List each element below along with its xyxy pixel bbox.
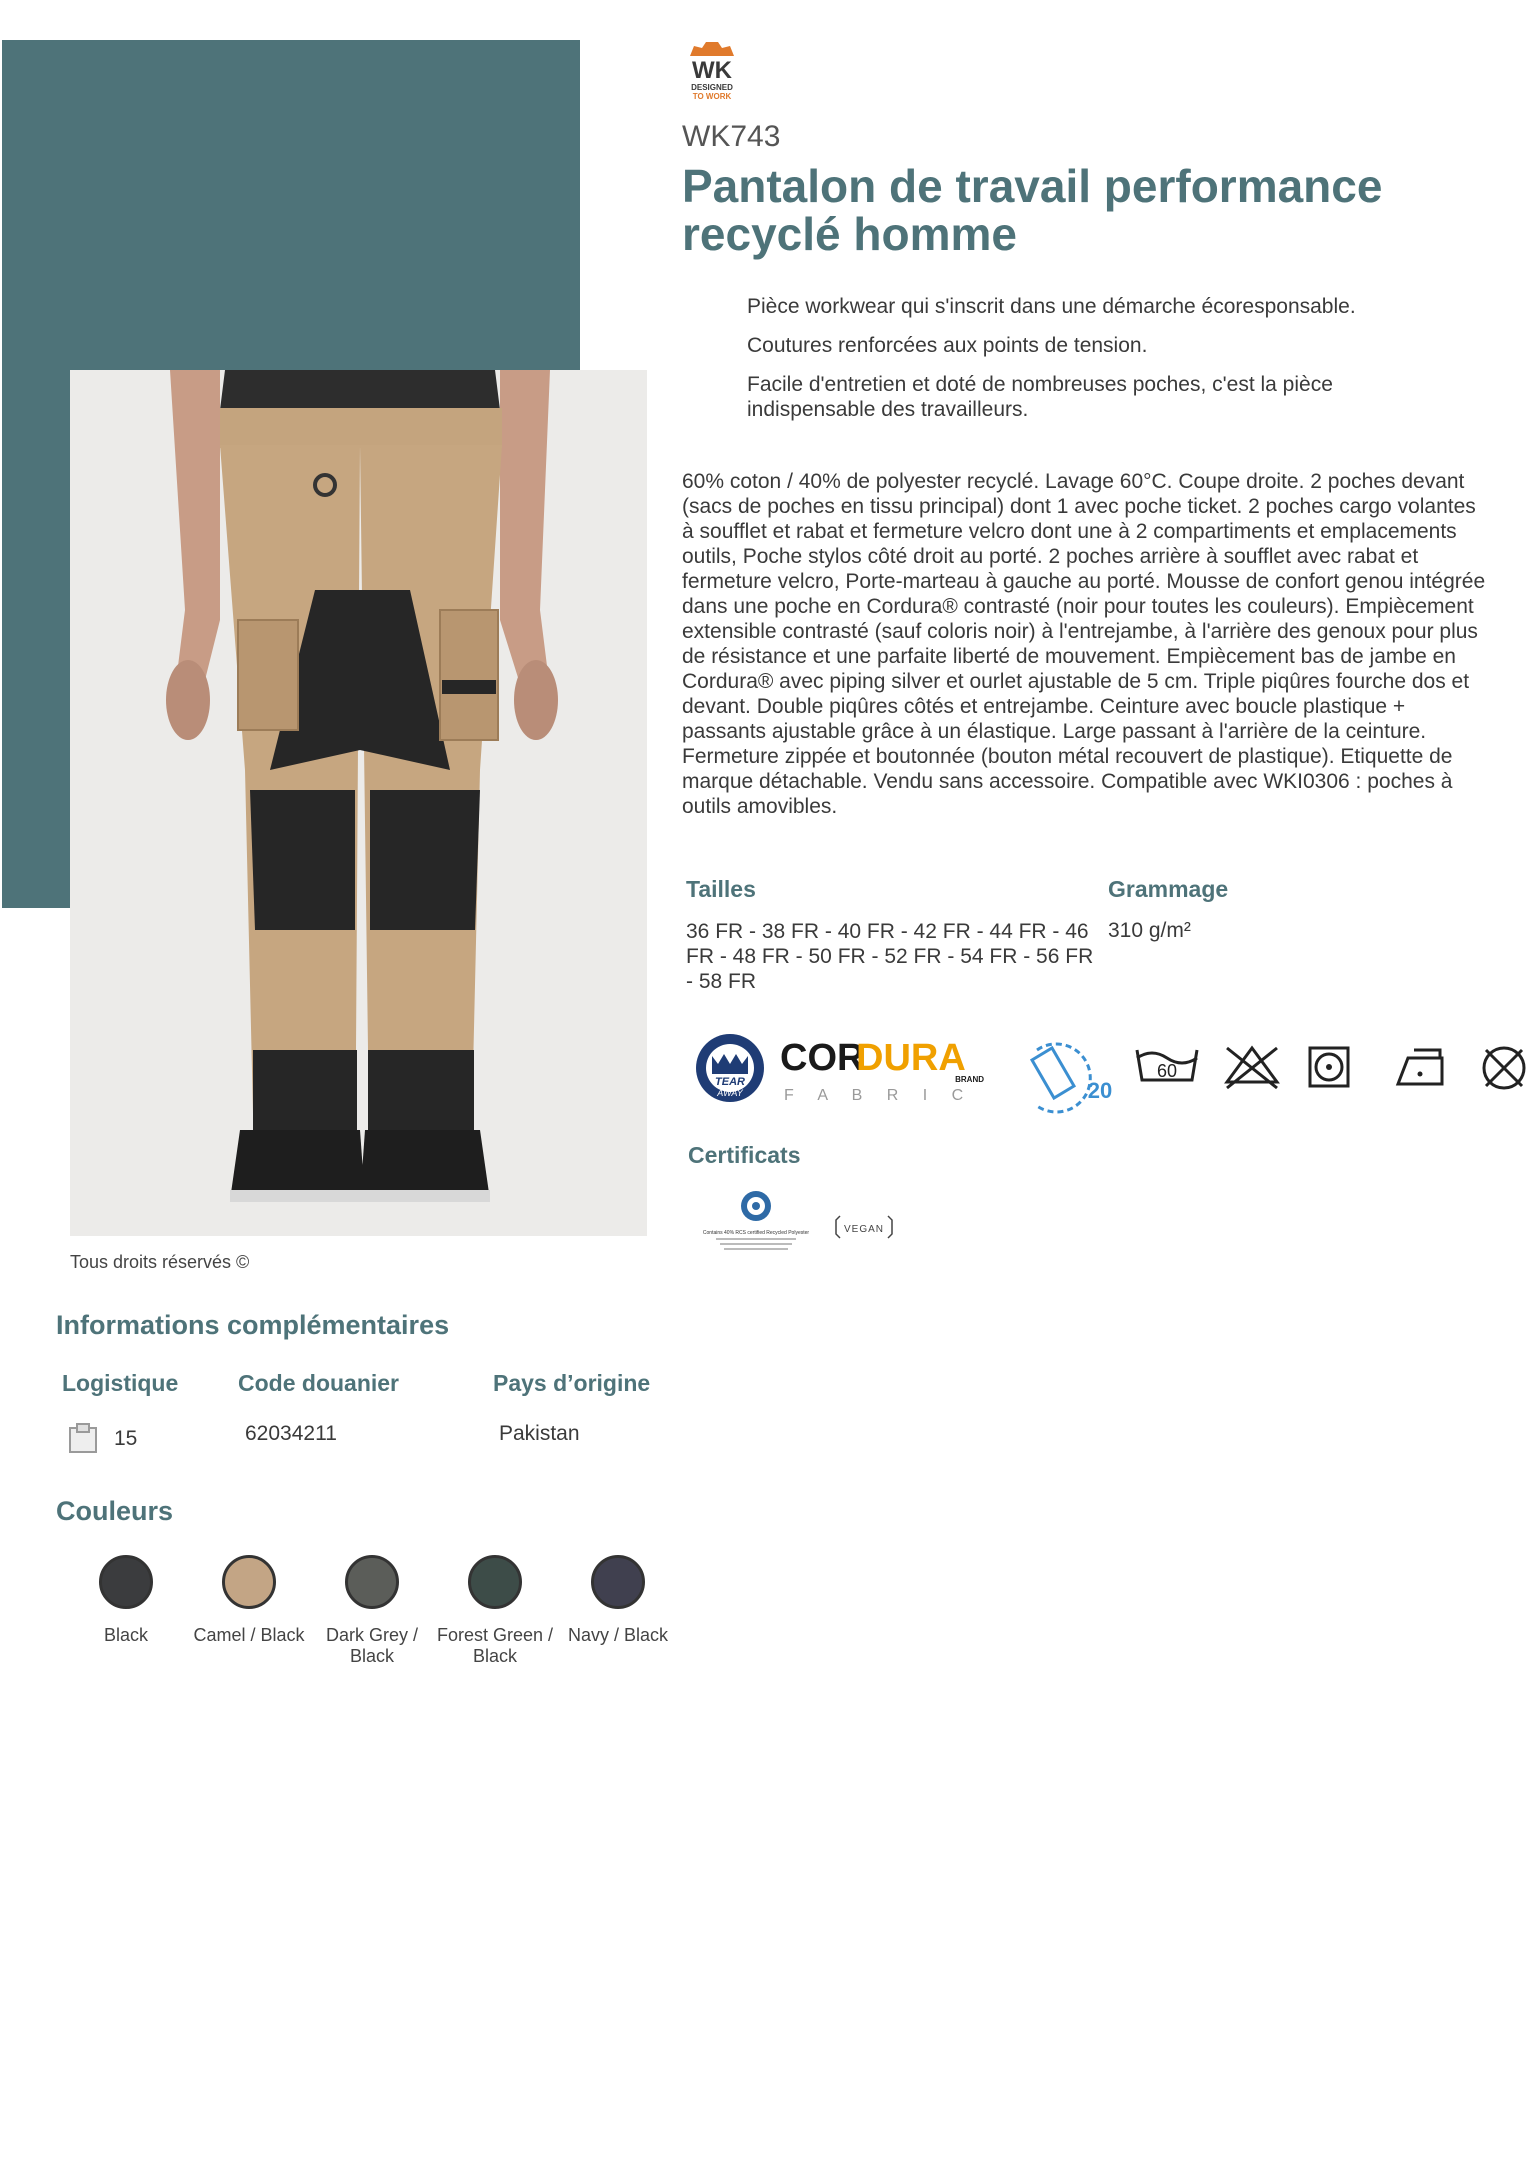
- highlight-item: Coutures renforcées aux points de tension.: [747, 334, 1148, 357]
- customs-code-label: Code douanier: [238, 1370, 400, 1396]
- logistics-label: Logistique: [62, 1370, 179, 1396]
- color-swatch-navy-black[interactable]: [558, 1555, 678, 1646]
- svg-text:20: 20: [1087, 1078, 1113, 1103]
- weight-label: Grammage: [1108, 876, 1229, 902]
- svg-text:WK: WK: [692, 57, 732, 84]
- color-label: Camel / Black: [193, 1625, 305, 1645]
- cordura-icon: [780, 1037, 984, 1104]
- info-heading: Informations complémentaires: [56, 1310, 450, 1340]
- feature-icons-row: [692, 1028, 1528, 1128]
- svg-text:F A B R I C: F A B R I C: [784, 1087, 974, 1104]
- certificates-label: Certificats: [688, 1142, 801, 1168]
- tear-away-icon: [696, 1034, 764, 1102]
- product-sku: WK743: [682, 120, 781, 153]
- origin-label: Pays d’origine: [493, 1370, 651, 1396]
- vegan-certificate-icon: [836, 1216, 892, 1238]
- svg-text:DESIGNED: DESIGNED: [691, 83, 733, 92]
- color-swatch-camel-black[interactable]: [189, 1555, 309, 1646]
- svg-text:DURA: DURA: [856, 1037, 966, 1079]
- product-highlights: [747, 294, 1447, 436]
- color-label: Black: [103, 1625, 148, 1645]
- certificate-badges: [694, 1188, 914, 1268]
- svg-text:Contains 40% RCS certified Rec: Contains 40% RCS certified Recycled Polyester: [702, 1230, 810, 1236]
- product-description: 60% coton / 40% de polyester recyclé. Lavage 60°C. Coupe droite. 2 poches devant (sacs de poches en tissu principal) dont 1 avec poche ticket. 2 poches cargo volantes à soufflet et rabat et fermeture velcro dont une à 2 compartiments et emplacements outils, Poche stylos côté droit au porté. 2 poches arrière à soufflet avec rabat et fermeture velcro, Porte-marteau à gauche au porté. Mousse de confort genou intégrée dans une poche en Cordura® contrasté (noir pour toutes les couleurs). Empiècement extensible contrasté (sauf coloris noir) à l'entrejambe, à l'arrière des genoux pour plus de résistance et une parfaite liberté de mouvement. Empiècement bas de jambe en Cordura® avec piping silver et ourlet ajustable de 5 cm. Triple piqûres fourche dos et devant. Double piqûres côtés et entrejambe. Ceinture avec boucle plastique + passants ajustable grâce à un élastique. Large passant à l'arrière de la ceinture. Fermeture zippée et boutonnée (bouton métal recouvert de plastique). Etiquette de marque détachable. Vendu sans accessoire. Compatible avec WKI0306 : poches à outils amovibles.: [682, 470, 1486, 818]
- sizes-label: Tailles: [686, 876, 756, 902]
- tumble-dry-icon: [1310, 1048, 1348, 1086]
- svg-text:TO WORK: TO WORK: [692, 92, 732, 101]
- no-dry-clean-icon: [1484, 1048, 1524, 1088]
- rcs-certificate-icon: [703, 1191, 809, 1250]
- color-dot: [591, 1555, 645, 1609]
- svg-text:AWAY: AWAY: [717, 1088, 743, 1098]
- wk-logo: [682, 42, 742, 104]
- svg-text:TEAR: TEAR: [715, 1076, 745, 1088]
- highlight-item: Pièce workwear qui s'inscrit dans une démarche écoresponsable.: [747, 295, 1356, 318]
- origin-value: Pakistan: [499, 1422, 580, 1445]
- svg-text:VEGAN: VEGAN: [843, 1224, 885, 1235]
- photo-rights: Tous droits réservés ©: [70, 1252, 250, 1272]
- iron-icon: [1398, 1050, 1442, 1084]
- svg-text:COR: COR: [780, 1037, 865, 1079]
- color-swatch-forest-green-black[interactable]: [435, 1555, 555, 1667]
- product-title: Pantalon de travail performance recyclé homme: [682, 160, 1383, 260]
- color-dot: [99, 1555, 153, 1609]
- wash-60-icon: [1137, 1050, 1197, 1081]
- color-label: Forest Green / Black: [436, 1625, 554, 1666]
- color-swatches: [66, 1555, 669, 1685]
- color-swatch-dark-grey-black[interactable]: [312, 1555, 432, 1667]
- color-dot: [222, 1555, 276, 1609]
- colors-heading: Couleurs: [56, 1496, 174, 1526]
- logistics-value: 15: [114, 1427, 138, 1450]
- color-dot: [468, 1555, 522, 1609]
- box-icon: [68, 1422, 98, 1459]
- weight-value: 310 g/m²: [1108, 919, 1191, 942]
- color-dot: [345, 1555, 399, 1609]
- svg-text:60: 60: [1156, 1061, 1178, 1081]
- color-swatch-black[interactable]: [66, 1555, 186, 1646]
- highlight-item: Facile d'entretien et doté de nombreuses poches, c'est la pièce indispensable des travailleurs.: [747, 373, 1333, 421]
- svg-text:BRAND: BRAND: [955, 1075, 984, 1084]
- no-bleach-icon: [1227, 1048, 1277, 1088]
- sizes-value: 36 FR - 38 FR - 40 FR - 42 FR - 44 FR - 46 FR - 48 FR - 50 FR - 52 FR - 54 FR - 56 FR - 58 FR: [686, 920, 1094, 993]
- color-label: Navy / Black: [567, 1625, 669, 1645]
- product-photo: [70, 370, 647, 1236]
- customs-code-value: 62034211: [245, 1422, 337, 1445]
- color-label: Dark Grey / Black: [325, 1625, 418, 1666]
- recycled-bottles-icon: [1032, 1044, 1112, 1112]
